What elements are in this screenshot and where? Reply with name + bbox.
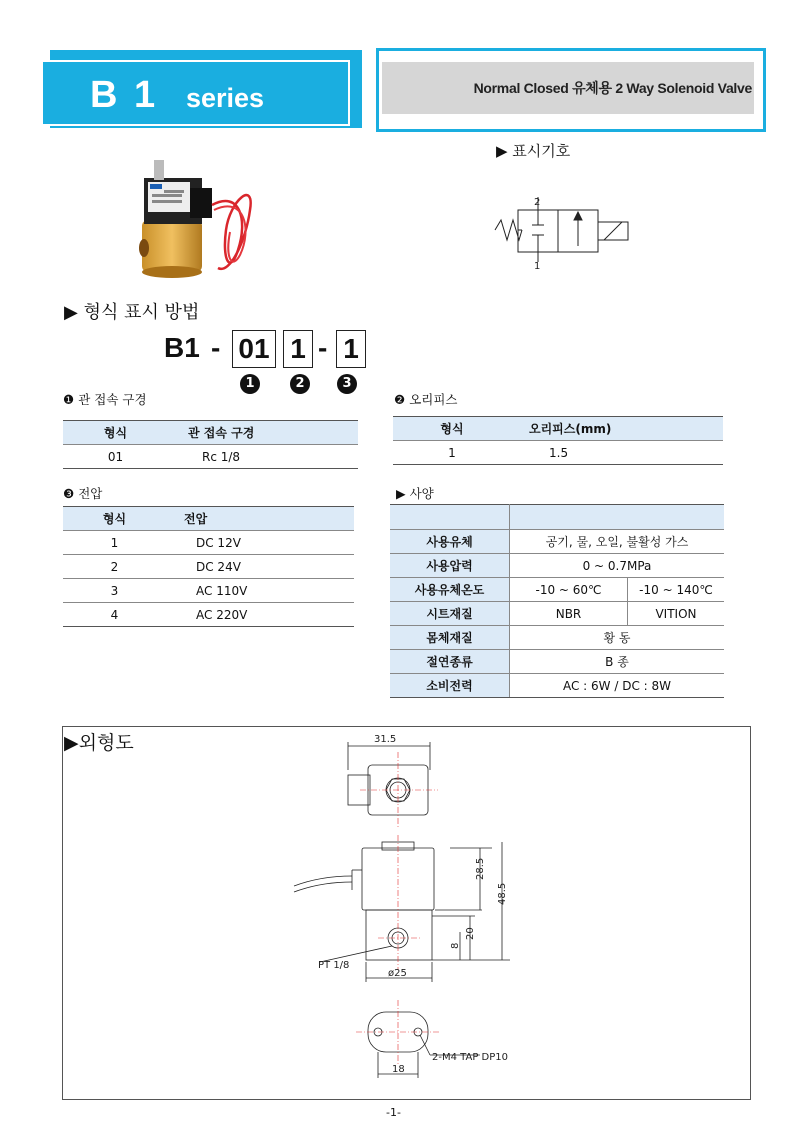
spec-row-body: 몸체재질 황 동 [390, 626, 724, 650]
table-row: 1 1.5 [393, 441, 723, 465]
orifice-marker: ❷ [394, 392, 406, 407]
dim-width: 31.5 [374, 734, 397, 745]
model-dash-2: - [318, 332, 328, 363]
table-row: 4 AC 220V [63, 603, 354, 627]
pipe-size-title: ❶ 관 접속 구경 [63, 392, 147, 407]
dimension-drawing [280, 730, 560, 1090]
marker-3: 3 [337, 374, 357, 394]
voltage-header-voltage: 전압 [166, 507, 354, 531]
table-row: 01 Rc 1/8 [63, 445, 358, 469]
drawing-title: ▶외형도 [64, 732, 134, 754]
pipe-size-table [63, 420, 358, 469]
model-prefix: B1 [164, 332, 200, 363]
pipe-size-marker: ❶ [63, 392, 75, 407]
port-top-label: 2 [534, 197, 541, 208]
voltage-title: ❸ 전압 [63, 486, 103, 501]
table-row: 2 DC 24V [63, 555, 354, 579]
spec-row-fluid: 사용유체 공기, 물, 오일, 불활성 가스 [390, 530, 724, 554]
model-part-2: 1 [283, 330, 313, 368]
marker-2: 2 [290, 374, 310, 394]
dim-height-3: 20 [465, 927, 476, 940]
spec-table [390, 504, 724, 698]
voltage-marker: ❸ [63, 486, 75, 501]
voltage-header-type: 형식 [63, 507, 166, 531]
model-dash-1: - [211, 332, 221, 363]
table-row: 1 DC 12V [63, 531, 354, 555]
symbol-section-title: ▶ 표시기호 [496, 142, 571, 160]
dim-pitch: 18 [392, 1064, 405, 1075]
spec-row-seat: 시트재질 NBR VITION [390, 602, 724, 626]
spec-row-temperature: 사용유체온도 -10 ~ 60℃ -10 ~ 140℃ [390, 578, 724, 602]
series-code: B 1 [90, 74, 159, 116]
dim-height-4: 8 [450, 942, 461, 949]
spec-row-insulation: 절연종류 B 종 [390, 650, 724, 674]
dim-tap: 2-M4 TAP DP10 [432, 1052, 508, 1063]
dim-height-2: 48.5 [497, 882, 508, 905]
model-code-title: ▶ 형식 표시 방법 [64, 302, 200, 323]
orifice-table [393, 416, 723, 465]
product-title: Normal Closed 유체용 2 Way Solenoid Valve [473, 80, 752, 96]
series-word: series [186, 83, 265, 113]
orifice-title: ❷ 오리피스 [394, 392, 458, 407]
marker-1: 1 [240, 374, 260, 394]
spec-row-power: 소비전력 AC : 6W / DC : 8W [390, 674, 724, 698]
port-bottom-label: 1 [534, 261, 541, 272]
orifice-header-size: 오리피스(mm) [511, 417, 723, 441]
pipe-size-header-type: 형식 [63, 421, 168, 445]
table-row: 3 AC 110V [63, 579, 354, 603]
dim-height-1: 28.5 [475, 857, 486, 880]
orifice-header-type: 형식 [393, 417, 511, 441]
dim-diameter: ø25 [388, 968, 407, 979]
pipe-size-header-size: 관 접속 구경 [168, 421, 358, 445]
product-photo [130, 150, 270, 285]
model-part-1: 01 [232, 330, 276, 368]
voltage-table [63, 506, 354, 627]
model-part-3: 1 [336, 330, 366, 368]
spec-row-pressure: 사용압력 0 ~ 0.7MPa [390, 554, 724, 578]
page-number: -1- [386, 1106, 401, 1119]
valve-symbol [490, 192, 640, 272]
dim-port: PT 1/8 [318, 960, 350, 971]
spec-title: ▶ 사양 [396, 486, 434, 501]
